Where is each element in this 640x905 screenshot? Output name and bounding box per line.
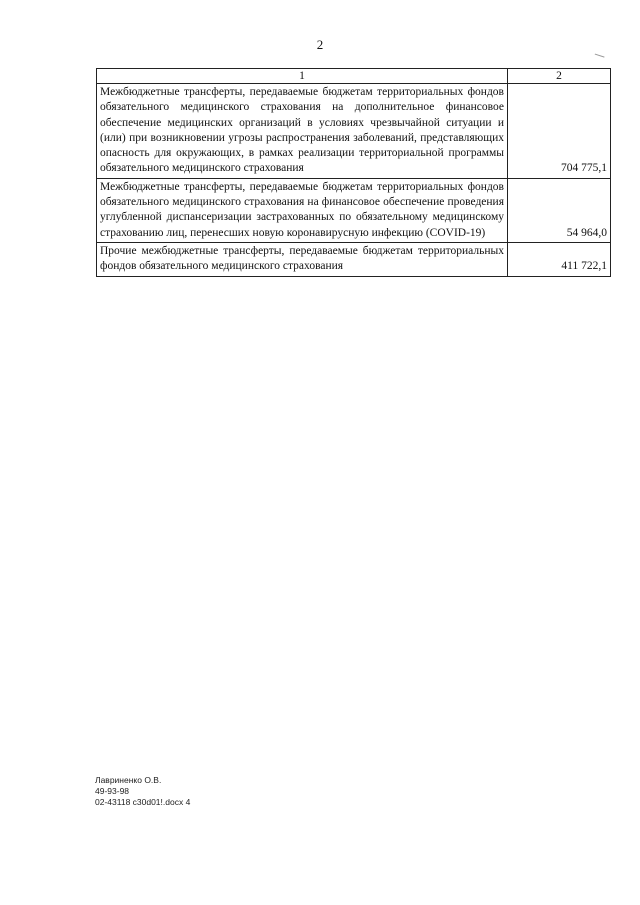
- row-description: Межбюджетные трансферты, передаваемые бюджетам территориальных фондов обязательного медицинского страхования на дополнительное финансовое обеспечение медицинских организаций в условиях чрезвычайной ситуации и (или) при возникновении угрозы распространения заболеваний, представляющих опасность для окружающих, в рамках реализации территориальной программы обязательного медицинского страхования: [97, 84, 508, 179]
- table-row: [97, 242, 611, 276]
- footer-phone: 49-93-98: [95, 786, 130, 796]
- scan-speck: [593, 54, 604, 62]
- row-amount: 704 775,1: [508, 84, 611, 179]
- footer-author: Лавриненко О.В.: [95, 775, 162, 785]
- table-header-row: [97, 69, 611, 84]
- footer-file-ref: 02-43118 c30d01!.docx 4: [95, 797, 191, 807]
- page-number: 2: [316, 37, 324, 52]
- row-amount: 411 722,1: [508, 242, 611, 276]
- table-row: [97, 178, 611, 242]
- header-column-1: 1: [97, 69, 508, 84]
- header-column-2: 2: [508, 69, 611, 84]
- row-description: Прочие межбюджетные трансферты, передаваемые бюджетам территориальных фондов обязательного медицинского страхования: [97, 242, 508, 276]
- transfers-table: [96, 68, 611, 277]
- document-footer: [95, 775, 190, 808]
- table-row: [97, 84, 611, 179]
- row-amount: 54 964,0: [508, 178, 611, 242]
- row-description: Межбюджетные трансферты, передаваемые бюджетам территориальных фондов обязательного медицинского страхования на финансовое обеспечение проведения углубленной диспансеризации застрахованных по обязательному медицинскому страхованию лиц, перенесших новую коронавирусную инфекцию (COVID-19): [97, 178, 508, 242]
